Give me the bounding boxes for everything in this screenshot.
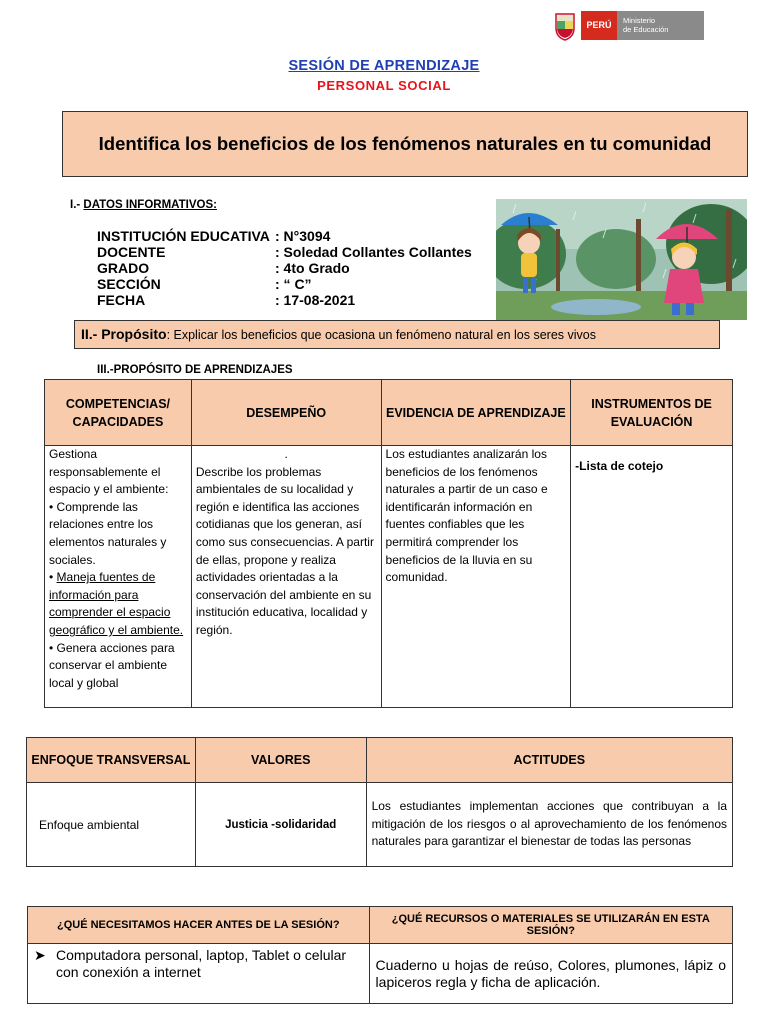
table-header-row: [45, 380, 733, 446]
header-recursos: ¿QUÉ RECURSOS O MATERIALES SE UTILIZARÁN EN ESTA SESIÓN?: [369, 907, 732, 944]
peru-coat-of-arms-icon: [552, 10, 578, 42]
table-header-row: [27, 738, 733, 783]
ministry-name: Ministerio de Educación: [617, 11, 704, 40]
desempeno-cell: . Describe los problemas ambientales de su localidad y región e identifica las acciones cotidianas que los generan, así como sus consecuencias. A partir de ellas, propone y realiza actividades orientadas a la conservación del ambiente en su institución educativa, localidad y región.: [191, 446, 381, 708]
table-row: [27, 783, 733, 867]
actitudes-cell: Los estudiantes implementan acciones que contribuyan a la mitigación de los riesgos o al aprovechamiento de los fenómenos naturales para garantizar el bienestar de todas las personas: [366, 783, 732, 867]
course-subtitle: PERSONAL SOCIAL: [317, 78, 451, 93]
table-row: [28, 944, 733, 1004]
arrow-bullet-icon: ➤: [34, 947, 46, 963]
enfoque-cell: Enfoque ambiental: [27, 783, 196, 867]
header-evidencia: EVIDENCIA DE APRENDIZAJE: [381, 380, 571, 446]
info-row-fecha: FECHA : 17-08-2021: [97, 292, 356, 308]
enfoque-table: [26, 737, 733, 867]
header-competencias: COMPETENCIAS/ CAPACIDADES: [45, 380, 192, 446]
header-valores: VALORES: [195, 738, 366, 783]
header-desempeno: DESEMPEÑO: [191, 380, 381, 446]
antes-cell: ➤ Computadora personal, laptop, Tablet o celular con conexión a internet: [28, 944, 370, 1004]
info-row-seccion: SECCIÓN : “ C”: [97, 276, 312, 292]
learning-purposes-table: [44, 379, 733, 708]
info-row-grado: GRADO : 4to Grado: [97, 260, 350, 276]
ministry-logo: [552, 10, 704, 42]
info-row-docente: DOCENTE : Soledad Collantes Collantes: [97, 244, 472, 260]
header-antes-sesion: ¿QUÉ NECESITAMOS HACER ANTES DE LA SESIÓN?: [28, 907, 370, 944]
table-header-row: [28, 907, 733, 944]
section-datos-informativos: I.- DATOS INFORMATIVOS:: [70, 199, 217, 211]
header-enfoque: ENFOQUE TRANSVERSAL: [27, 738, 196, 783]
competencia-cell: Gestiona responsablemente el espacio y el ambiente: • Comprende las relaciones entre los elementos naturales y sociales. • Maneja fuentes de información para comprender el espacio geográfico y el ambiente. • Genera acciones para conservar el ambiente local y global: [45, 446, 192, 708]
info-row-institucion: INSTITUCIÓN EDUCATIVA : N°3094: [97, 228, 331, 244]
valores-cell: Justicia -solidaridad: [195, 783, 366, 867]
proposito-box: II.- Propósito: Explicar los beneficios que ocasiona un fenómeno natural en los seres vivos: [74, 320, 720, 349]
preparation-table: [27, 906, 733, 1004]
info-block: [97, 228, 472, 308]
table-row: [45, 446, 733, 708]
section-proposito-aprendizajes: III.-PROPÓSITO DE APRENDIZAJES: [97, 364, 293, 376]
header-instrumentos: INSTRUMENTOS DE EVALUACIÓN: [571, 380, 733, 446]
rain-children-illustration: [496, 199, 747, 320]
peru-badge: PERÚ: [581, 11, 617, 40]
session-topic: Identifica los beneficios de los fenómenos naturales en tu comunidad: [62, 111, 748, 177]
header-actitudes: ACTITUDES: [366, 738, 732, 783]
session-title: SESIÓN DE APRENDIZAJE: [288, 58, 480, 74]
evidencia-cell: Los estudiantes analizarán los beneficios de los fenómenos naturales a partir de un caso e identificarán información en fuentes confiables que les permitirá comprender los beneficios de la lluvia en su comunidad.: [381, 446, 571, 708]
instrumento-cell: -Lista de cotejo: [571, 446, 733, 708]
recursos-cell: Cuaderno u hojas de reúso, Colores, plumones, lápiz o lapiceros regla y ficha de aplicación.: [369, 944, 732, 1004]
